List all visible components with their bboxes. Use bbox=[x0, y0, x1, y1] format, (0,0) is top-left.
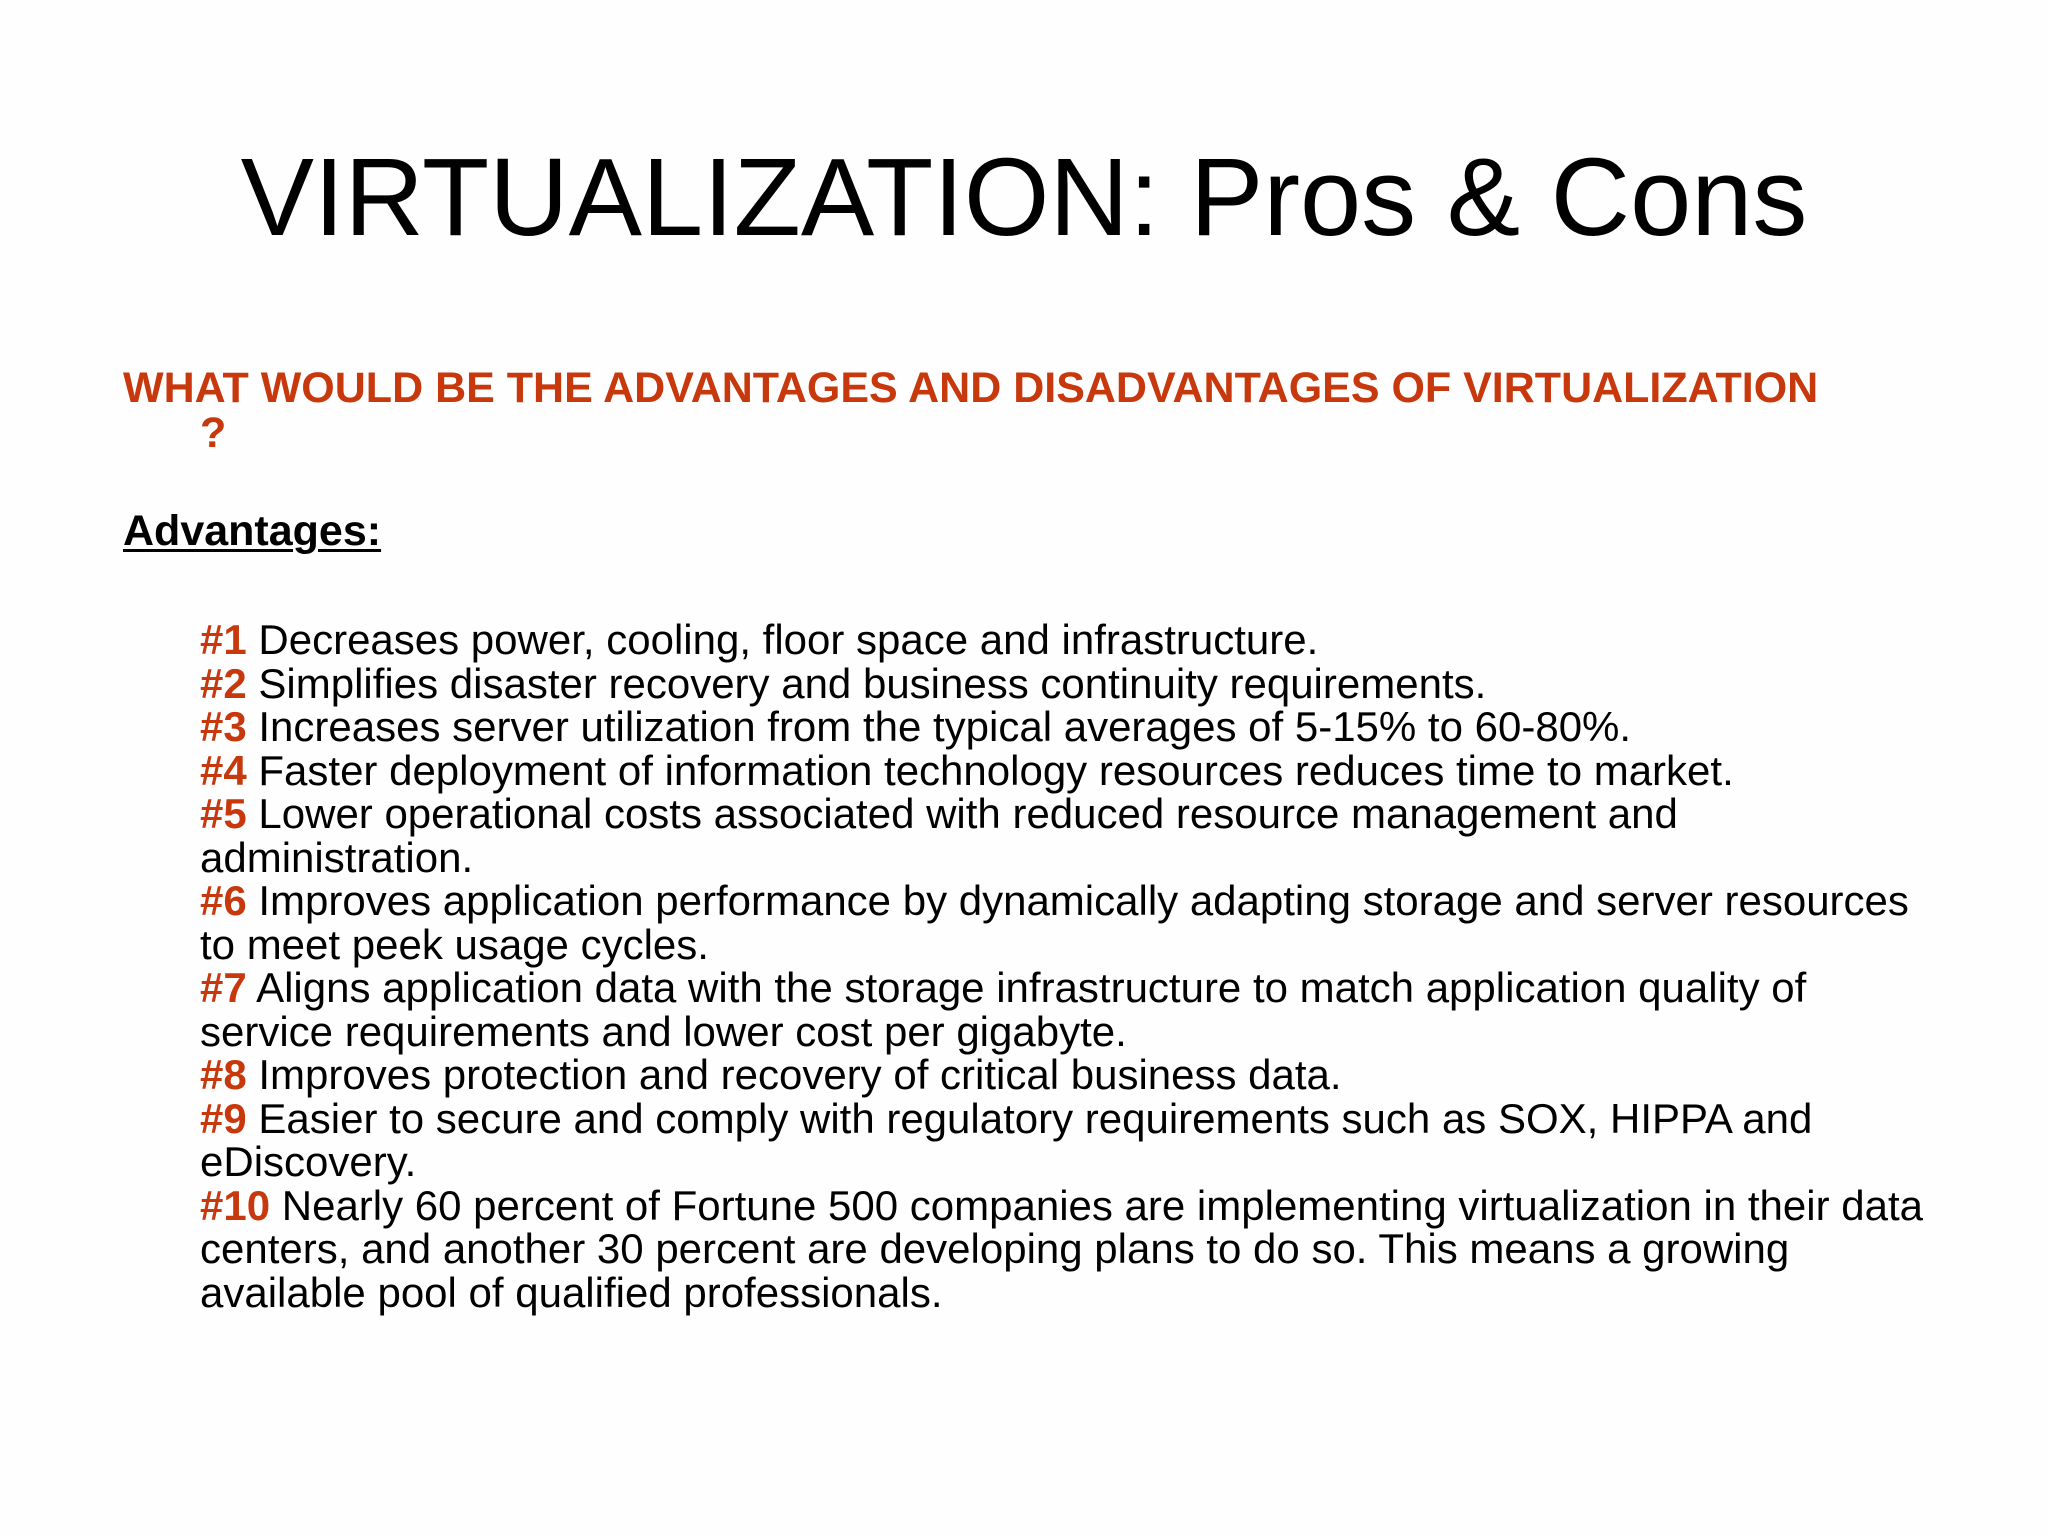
advantage-item bbox=[200, 792, 1940, 879]
advantage-item bbox=[200, 1181, 1940, 1316]
advantage-text: Faster deployment of information technology resources reduces time to market. bbox=[258, 746, 1734, 794]
advantage-number: #3 bbox=[200, 703, 247, 750]
advantage-item bbox=[200, 1053, 1940, 1097]
advantage-text: Improves application performance by dynamically adapting storage and server resources to meet peek usage cycles. bbox=[200, 877, 1909, 968]
advantage-text: Nearly 60 percent of Fortune 500 companies are implementing virtualization in their data centers, and another 30 percent are developing plans to do so. This means a growing available pool of qualified professionals. bbox=[200, 1181, 1923, 1316]
advantage-number: #5 bbox=[200, 790, 247, 837]
advantage-text: Aligns application data with the storage infrastructure to match application quality of service requirements and lower cost per gigabyte. bbox=[200, 964, 1807, 1055]
advantage-number: #4 bbox=[200, 746, 247, 794]
advantages-heading: Advantages: bbox=[123, 507, 382, 555]
advantage-text: Lower operational costs associated with reduced resource management and administration. bbox=[200, 790, 1678, 881]
advantage-text: Decreases power, cooling, floor space and infrastructure. bbox=[258, 616, 1319, 663]
advantages-list bbox=[200, 618, 1940, 1314]
advantage-text: Increases server utilization from the typical averages of 5-15% to 60-80%. bbox=[258, 703, 1632, 750]
advantage-number: #1 bbox=[200, 616, 247, 663]
advantage-number: #9 bbox=[200, 1094, 247, 1142]
advantage-number: #7 bbox=[200, 964, 247, 1011]
advantage-number: #6 bbox=[200, 877, 247, 924]
question-heading: WHAT WOULD BE THE ADVANTAGES AND DISADVANTAGES OF VIRTUALIZATION ? bbox=[123, 364, 1819, 457]
advantage-text: Improves protection and recovery of critical business data. bbox=[258, 1051, 1342, 1098]
advantage-item bbox=[200, 705, 1940, 749]
advantage-number: #10 bbox=[200, 1181, 271, 1229]
advantage-number: #2 bbox=[200, 659, 247, 707]
advantage-item bbox=[200, 659, 1940, 707]
slide-title: VIRTUALIZATION: Pros & Cons bbox=[240, 136, 1808, 259]
advantage-number: #8 bbox=[200, 1051, 247, 1098]
advantage-item bbox=[200, 1094, 1940, 1185]
advantage-item bbox=[200, 879, 1940, 966]
advantage-item bbox=[200, 966, 1940, 1053]
advantage-item bbox=[200, 746, 1940, 794]
advantage-item bbox=[200, 618, 1940, 662]
advantage-text: Simplifies disaster recovery and business continuity requirements. bbox=[258, 659, 1487, 707]
advantage-text: Easier to secure and comply with regulatory requirements such as SOX, HIPPA and eDiscovery. bbox=[200, 1094, 1813, 1185]
